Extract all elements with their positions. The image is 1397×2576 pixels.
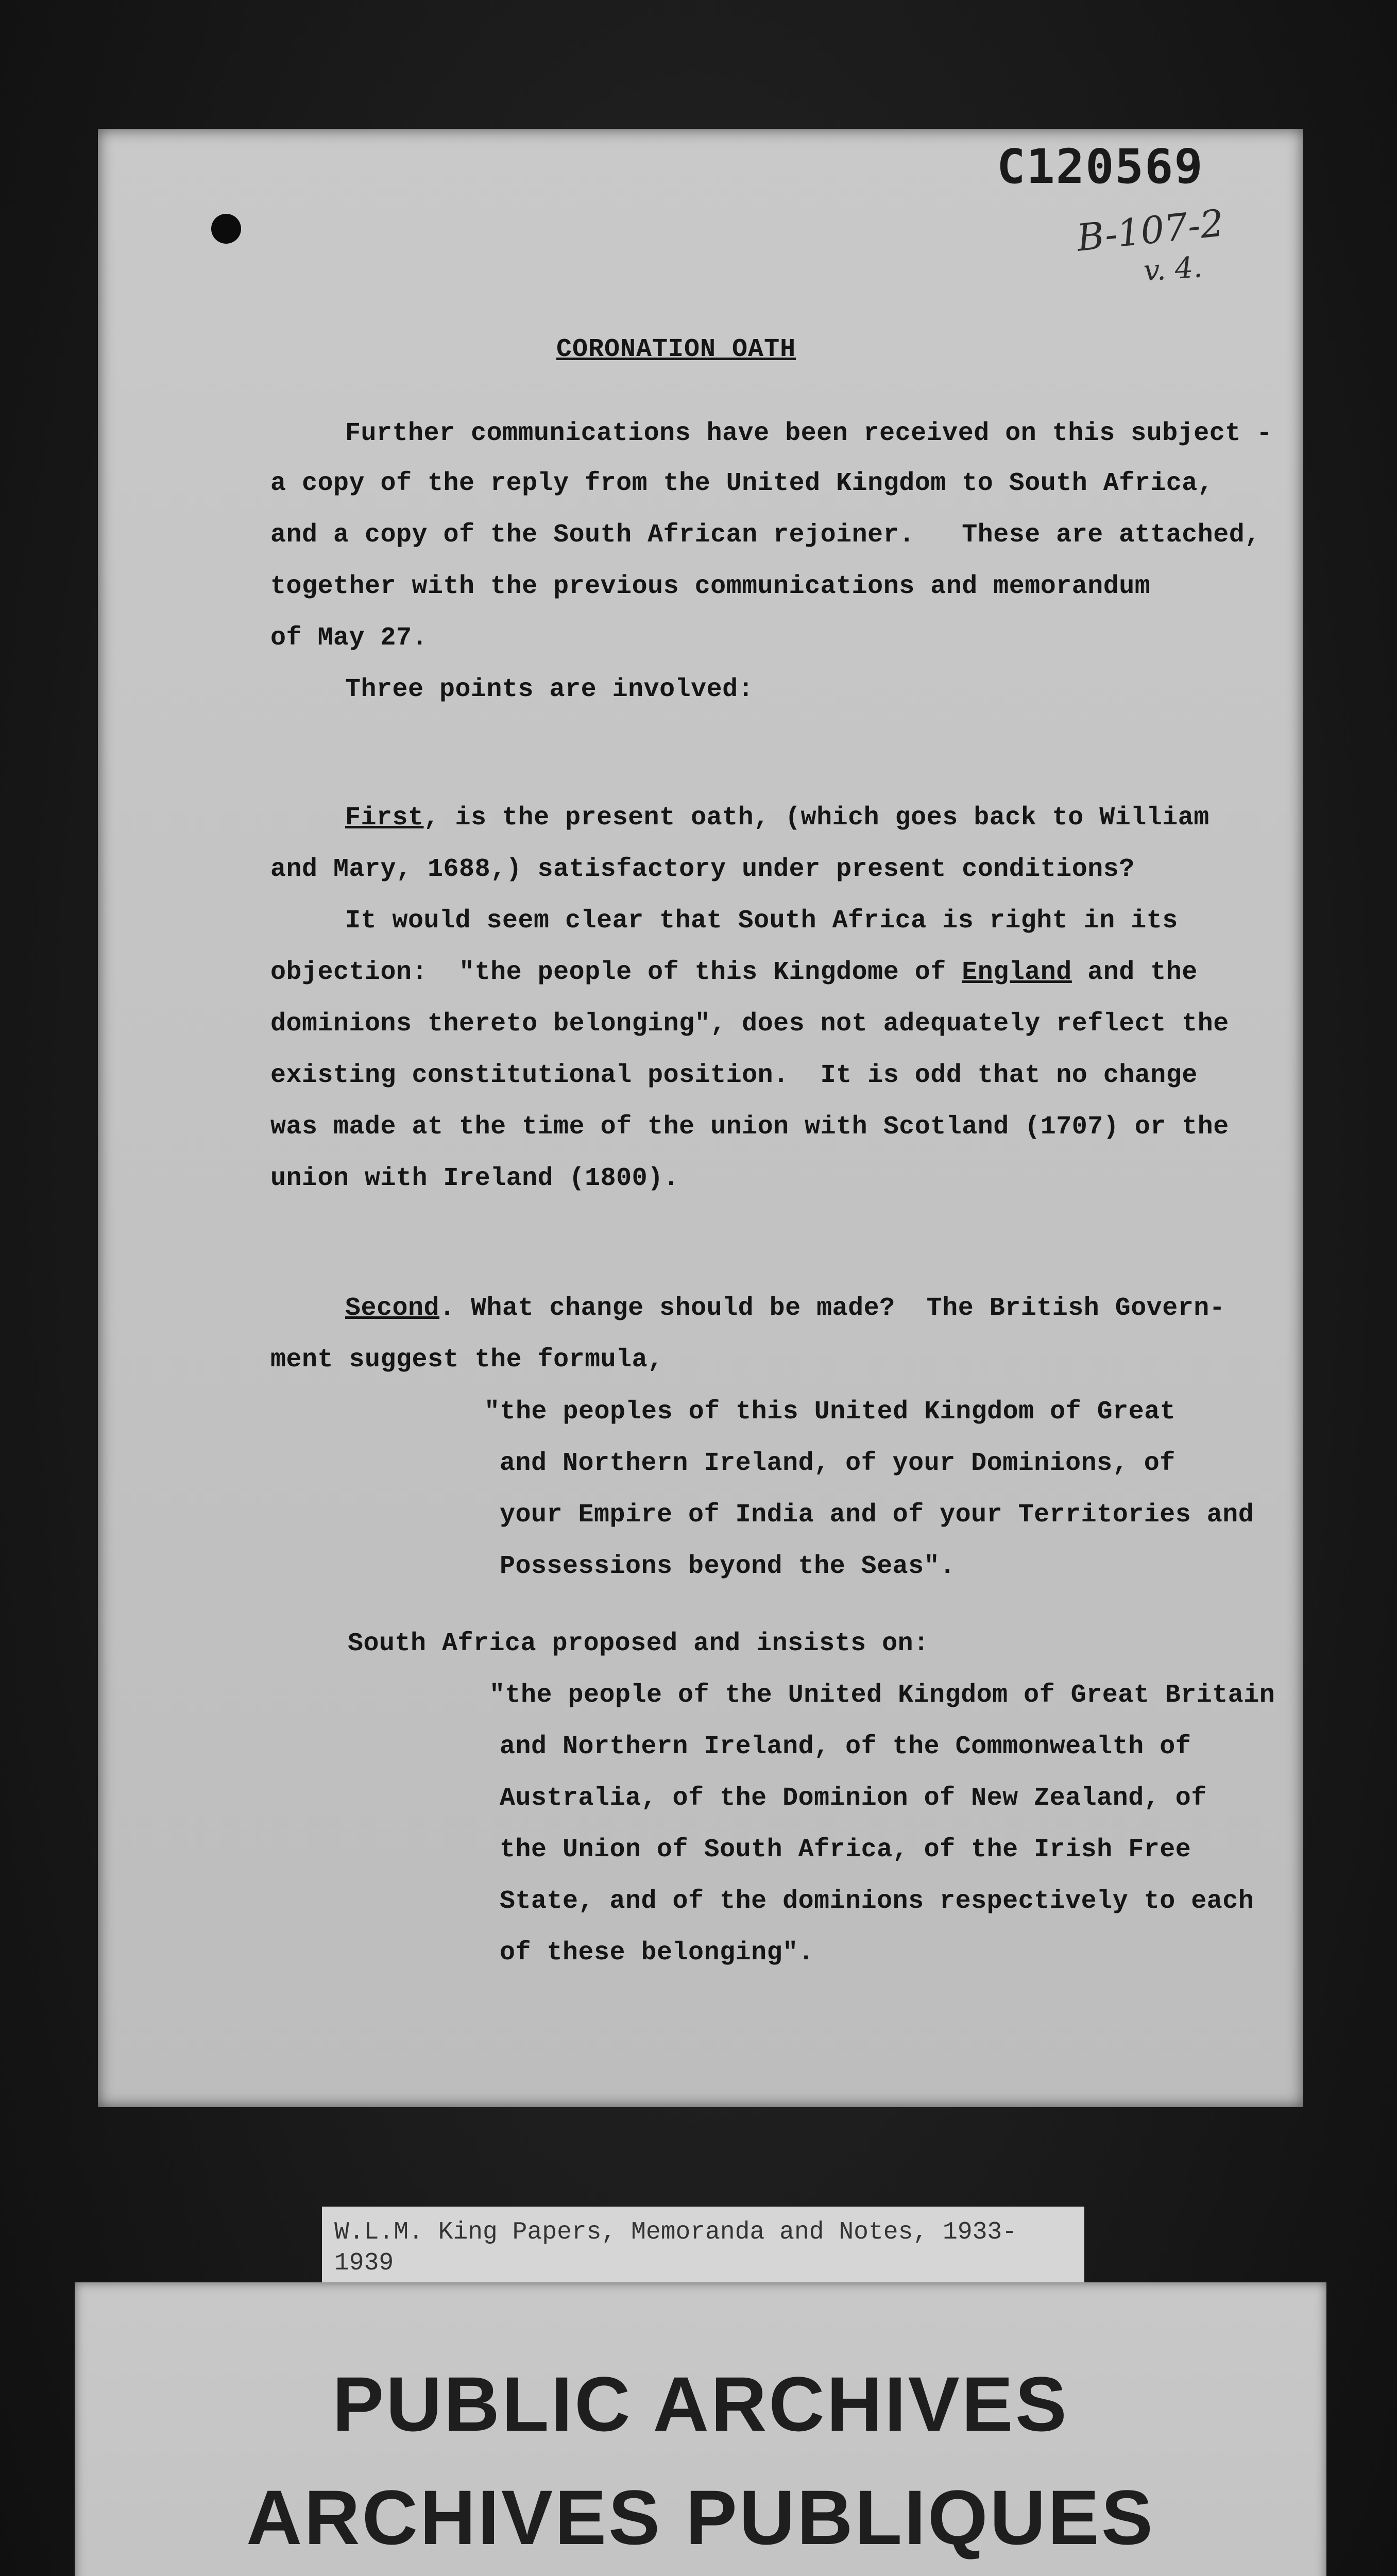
- document-page: [98, 129, 1303, 2107]
- text-line: together with the previous communications and memorandum: [270, 572, 1151, 601]
- quote-line: State, and of the dominions respectively to each: [500, 1887, 1254, 1916]
- archives-heading-french: ARCHIVES PUBLIQUES: [246, 2474, 1155, 2561]
- quote-line: Australia, of the Dominion of New Zealand, of: [500, 1784, 1207, 1813]
- text-line: existing constitutional position. It is odd that no change: [270, 1061, 1198, 1090]
- handwritten-reference: B-107-2: [1075, 201, 1226, 260]
- text-line: union with Ireland (1800).: [270, 1164, 679, 1193]
- text-line: South Africa proposed and insists on:: [348, 1629, 929, 1658]
- text-line-objection: objection: "the people of this Kingdome of England and the: [270, 958, 1198, 987]
- second-label: Second: [345, 1294, 440, 1323]
- text-line: It would seem clear that South Africa is right in its: [345, 906, 1178, 936]
- reference-number: C120569: [997, 139, 1204, 194]
- text-line: dominions thereto belonging", does not adequately reflect the: [270, 1009, 1229, 1039]
- quote-line: your Empire of India and of your Territories and: [500, 1500, 1254, 1530]
- england-underlined: England: [962, 958, 1072, 987]
- text-line: ment suggest the formula,: [270, 1345, 663, 1375]
- first-label: First: [345, 803, 424, 833]
- document-title: CORONATION OATH: [556, 335, 796, 364]
- text-line: and Mary, 1688,) satisfactory under present conditions?: [270, 855, 1135, 884]
- text-line: of May 27.: [270, 623, 428, 653]
- quote-line: "the peoples of this United Kingdom of Great: [484, 1397, 1176, 1427]
- citation-line: W.L.M. King Papers, Memoranda and Notes, 1933-1939: [334, 2218, 1017, 2277]
- archives-heading-english: PUBLIC ARCHIVES: [332, 2361, 1069, 2447]
- archives-card: [75, 2282, 1326, 2576]
- text-line: a copy of the reply from the United Kingdom to South Africa,: [270, 469, 1214, 498]
- text-line: and a copy of the South African rejoiner. These are attached,: [270, 520, 1260, 550]
- citation-label: [322, 2207, 1084, 2294]
- text-line: Further communications have been received on this subject -: [345, 419, 1272, 448]
- text-line-first: First, is the present oath, (which goes back to William: [345, 803, 1209, 833]
- quote-line: the Union of South Africa, of the Irish Free: [500, 1835, 1191, 1865]
- quote-line: and Northern Ireland, of the Commonwealth of: [500, 1732, 1191, 1761]
- quote-line: "the people of the United Kingdom of Great Britain: [489, 1681, 1275, 1710]
- quote-line: of these belonging".: [500, 1938, 814, 1968]
- text-line: Three points are involved:: [345, 675, 754, 704]
- text-line: was made at the time of the union with Scotland (1707) or the: [270, 1112, 1229, 1142]
- quote-line: and Northern Ireland, of your Dominions, of: [500, 1449, 1175, 1478]
- handwritten-volume: v. 4.: [1142, 250, 1204, 288]
- quote-line: Possessions beyond the Seas".: [500, 1552, 956, 1581]
- text-line-second: Second. What change should be made? The British Govern-: [345, 1294, 1225, 1323]
- punch-hole: [211, 214, 241, 244]
